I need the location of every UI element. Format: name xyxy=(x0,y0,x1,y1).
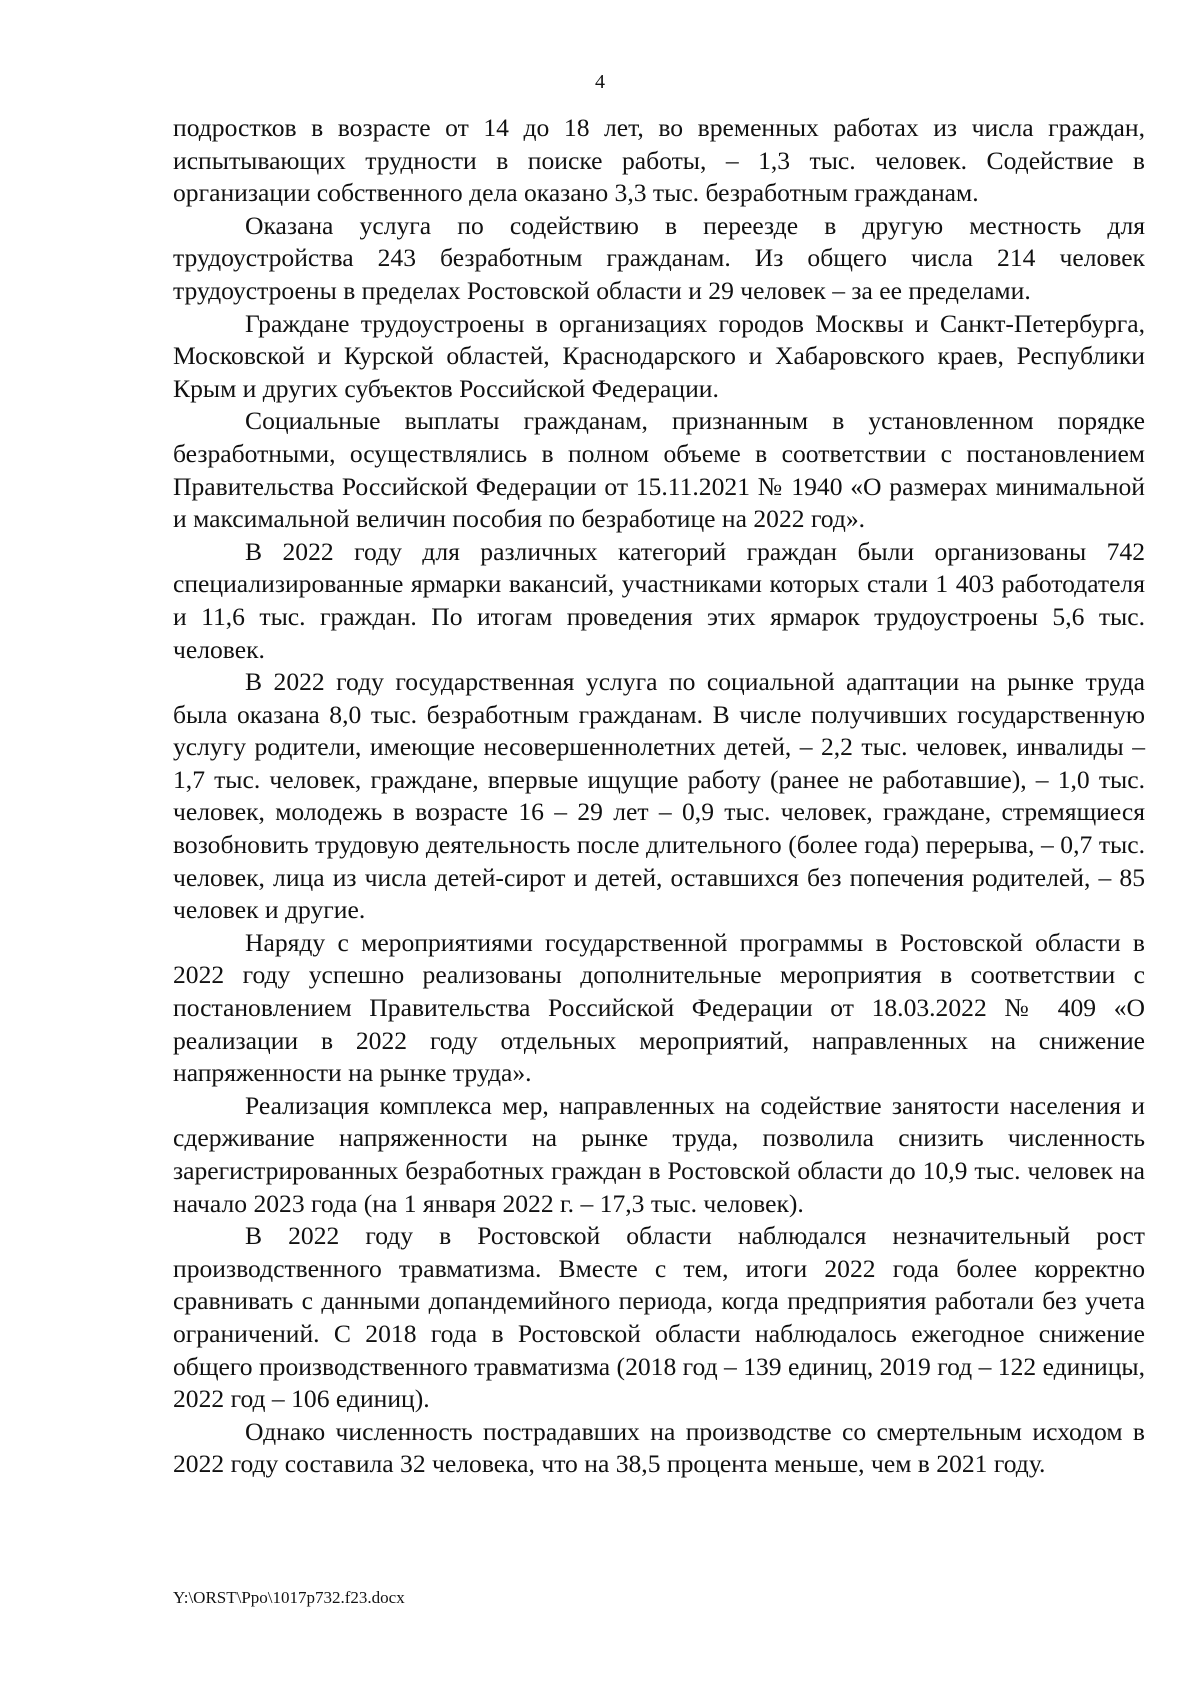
paragraph-relocation-service: Оказана услуга по содействию в переезде в другую местность для трудоустройства 243 безработным гражданам. Из общего числа 214 человек трудоустроены в пределах Ростовской области и 29 человек – за ее пределами. xyxy=(173,210,1145,305)
paragraph-additional-measures: Наряду с мероприятиями государственной программы в Ростовской области в 2022 году успешно реализованы дополнительные мероприятия в соответствии с постановлением Правительства Российской Федерации от 18.03.2022 № 409 «О реализации в 2022 году отдельных мероприятий, направленных на снижение напряженности на рынке труда». xyxy=(173,927,1145,1088)
paragraph-unemployment-reduction: Реализация комплекса мер, направленных на содействие занятости населения и сдерживание напряженности на рынке труда, позволила снизить численность зарегистрированных безработных граждан в Ростовской области до 10,9 тыс. человек на начало 2023 года (на 1 января 2022 г. – 17,3 тыс. человек). xyxy=(173,1090,1145,1218)
paragraph-fatal-injuries: Однако численность пострадавших на производстве со смертельным исходом в 2022 году составила 32 человека, что на 38,5 процента меньше, чем в 2021 году. xyxy=(173,1416,1145,1479)
paragraph-employment-regions: Граждане трудоустроены в организациях городов Москвы и Санкт-Петербурга, Московской и Курской областей, Краснодарского и Хабаровского краев, Республики Крым и других субъектов Российской Федерации. xyxy=(173,308,1145,403)
paragraph-job-fairs: В 2022 году для различных категорий граждан были организованы 742 специализированные ярмарки вакансий, участниками которых стали 1 403 работодателя и 11,6 тыс. граждан. По итогам проведения этих ярмарок трудоустроены 5,6 тыс. человек. xyxy=(173,536,1145,664)
document-body xyxy=(173,112,1145,1481)
paragraph-continuation: подростков в возрасте от 14 до 18 лет, во временных работах из числа граждан, испытывающих трудности в поиске работы, – 1,3 тыс. человек. Содействие в организации собственного дела оказано 3,3 тыс. безработным гражданам. xyxy=(173,113,1145,208)
paragraph-social-adaptation: В 2022 году государственная услуга по социальной адаптации на рынке труда была оказана 8,0 тыс. безработным гражданам. В числе получивших государственную услугу родители, имеющие несовершеннолетних детей, – 2,2 тыс. человек, инвалиды – 1,7 тыс. человек, граждане, впервые ищущие работу (ранее не работавшие), – 1,0 тыс. человек, молодежь в возрасте 16 – 29 лет – 0,9 тыс. человек, граждане, стремящиеся возобновить трудовую деятельность после длительного (более года) перерыва, – 0,7 тыс. человек, лица из числа детей-сирот и детей, оставшихся без попечения родителей, – 85 человек и другие. xyxy=(173,667,1145,925)
page-number: 4 xyxy=(595,71,605,93)
file-path-footer: Y:\ORST\Ppo\1017p732.f23.docx xyxy=(173,1588,405,1607)
paragraph-occupational-injuries: В 2022 году в Ростовской области наблюдался незначительный рост производственного травматизма. Вместе с тем, итоги 2022 года более корректно сравнивать с данными допандемийного периода, когда предприятия работали без учета ограничений. С 2018 года в Ростовской области наблюдалось ежегодное снижение общего производственного травматизма (2018 год – 139 единиц, 2019 год – 122 единицы, 2022 год – 106 единиц). xyxy=(173,1221,1145,1414)
paragraph-social-payments: Социальные выплаты гражданам, признанным в установленном порядке безработными, осуществлялись в полном объеме в соответствии с постановлением Правительства Российской Федерации от 15.11.2021 № 1940 «О размерах минимальной и максимальной величин пособия по безработице на 2022 год». xyxy=(173,406,1145,534)
